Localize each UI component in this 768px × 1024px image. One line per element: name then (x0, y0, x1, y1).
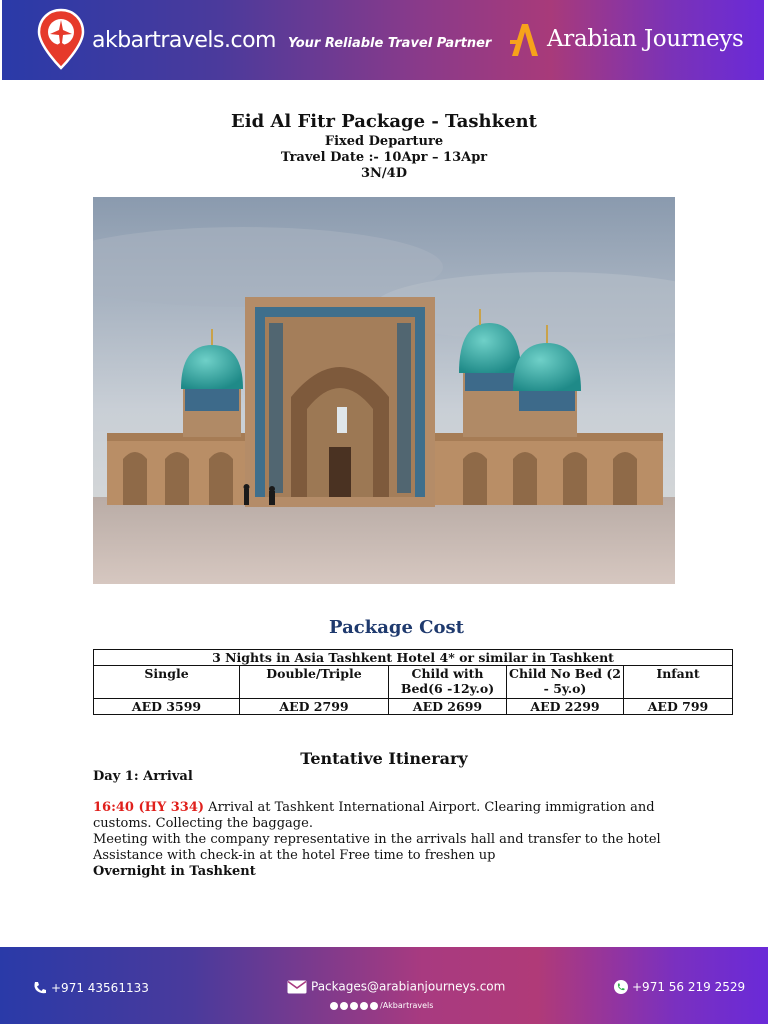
package-cost-table (93, 649, 733, 715)
flight-info: 16:40 (HY 334) (93, 800, 205, 815)
hero-image-mosque (93, 197, 675, 584)
header-banner (2, 0, 764, 80)
tiktok-icon[interactable] (350, 1002, 358, 1010)
travel-date: Travel Date :- 10Apr – 13Apr (280, 150, 488, 165)
instagram-icon[interactable] (330, 1002, 338, 1010)
price-child-with-bed: AED 2699 (389, 699, 507, 715)
itinerary-heading: Tentative Itinerary (300, 749, 468, 768)
whatsapp-icon (613, 979, 629, 995)
column-header-double-triple: Double/Triple (240, 666, 389, 699)
arabian-journeys-brand: Arabian Journeys (547, 26, 744, 52)
day-text-checkin: Assistance with check-in at the hotel Free time to freshen up (93, 848, 496, 863)
arabian-journeys-logo-icon (508, 22, 540, 58)
table-row (94, 699, 733, 715)
day-title: Day 1: Arrival (93, 769, 193, 784)
header-tagline: Your Reliable Travel Partner (288, 36, 492, 51)
day-description (93, 800, 693, 880)
akbartravels-brand: akbartravels.com (92, 28, 276, 53)
price-child-no-bed: AED 2299 (507, 699, 624, 715)
column-header-child-no-bed: Child No Bed (2 - 5y.o) (507, 666, 624, 699)
day-text-transfer: Meeting with the company representative in the arrivals hall and transfer to the hotel (93, 832, 661, 847)
akbar-logo-icon (36, 8, 86, 70)
social-handle: /Akbartravels (380, 1001, 434, 1010)
table-header-row (94, 666, 733, 699)
trip-duration: 3N/4D (361, 166, 407, 181)
column-header-single: Single (94, 666, 240, 699)
price-infant: AED 799 (624, 699, 733, 715)
phone-right-text: +971 56 219 2529 (632, 980, 746, 994)
overnight-location: Overnight in Tashkent (93, 864, 256, 879)
footer-banner (0, 947, 768, 1024)
column-header-child-with-bed: Child with Bed(6 -12y.o) (389, 666, 507, 699)
mail-icon (287, 980, 307, 994)
youtube-icon[interactable] (370, 1002, 378, 1010)
email-text: Packages@arabianjourneys.com (311, 979, 506, 994)
package-cost-heading: Package Cost (329, 617, 464, 638)
footer-social-links[interactable] (330, 1001, 433, 1010)
footer-phone-left[interactable] (32, 980, 149, 996)
departure-type: Fixed Departure (324, 134, 444, 149)
column-header-infant: Infant (624, 666, 733, 699)
linkedin-icon[interactable] (360, 1002, 368, 1010)
price-single: AED 3599 (94, 699, 240, 715)
footer-email[interactable] (287, 979, 505, 994)
price-double-triple: AED 2799 (240, 699, 389, 715)
phone-icon (32, 980, 48, 996)
footer-whatsapp[interactable] (613, 979, 745, 995)
facebook-icon[interactable] (340, 1002, 348, 1010)
package-title: Eid Al Fitr Package - Tashkent (231, 111, 537, 132)
table-row (94, 650, 733, 666)
day-text-arrival: Arrival at Tashkent International Airport. Clearing immigration and customs. Collecting the baggage. (93, 800, 655, 831)
phone-left-text: +971 43561133 (51, 981, 149, 995)
hotel-description-cell: 3 Nights in Asia Tashkent Hotel 4* or similar in Tashkent (94, 650, 733, 666)
